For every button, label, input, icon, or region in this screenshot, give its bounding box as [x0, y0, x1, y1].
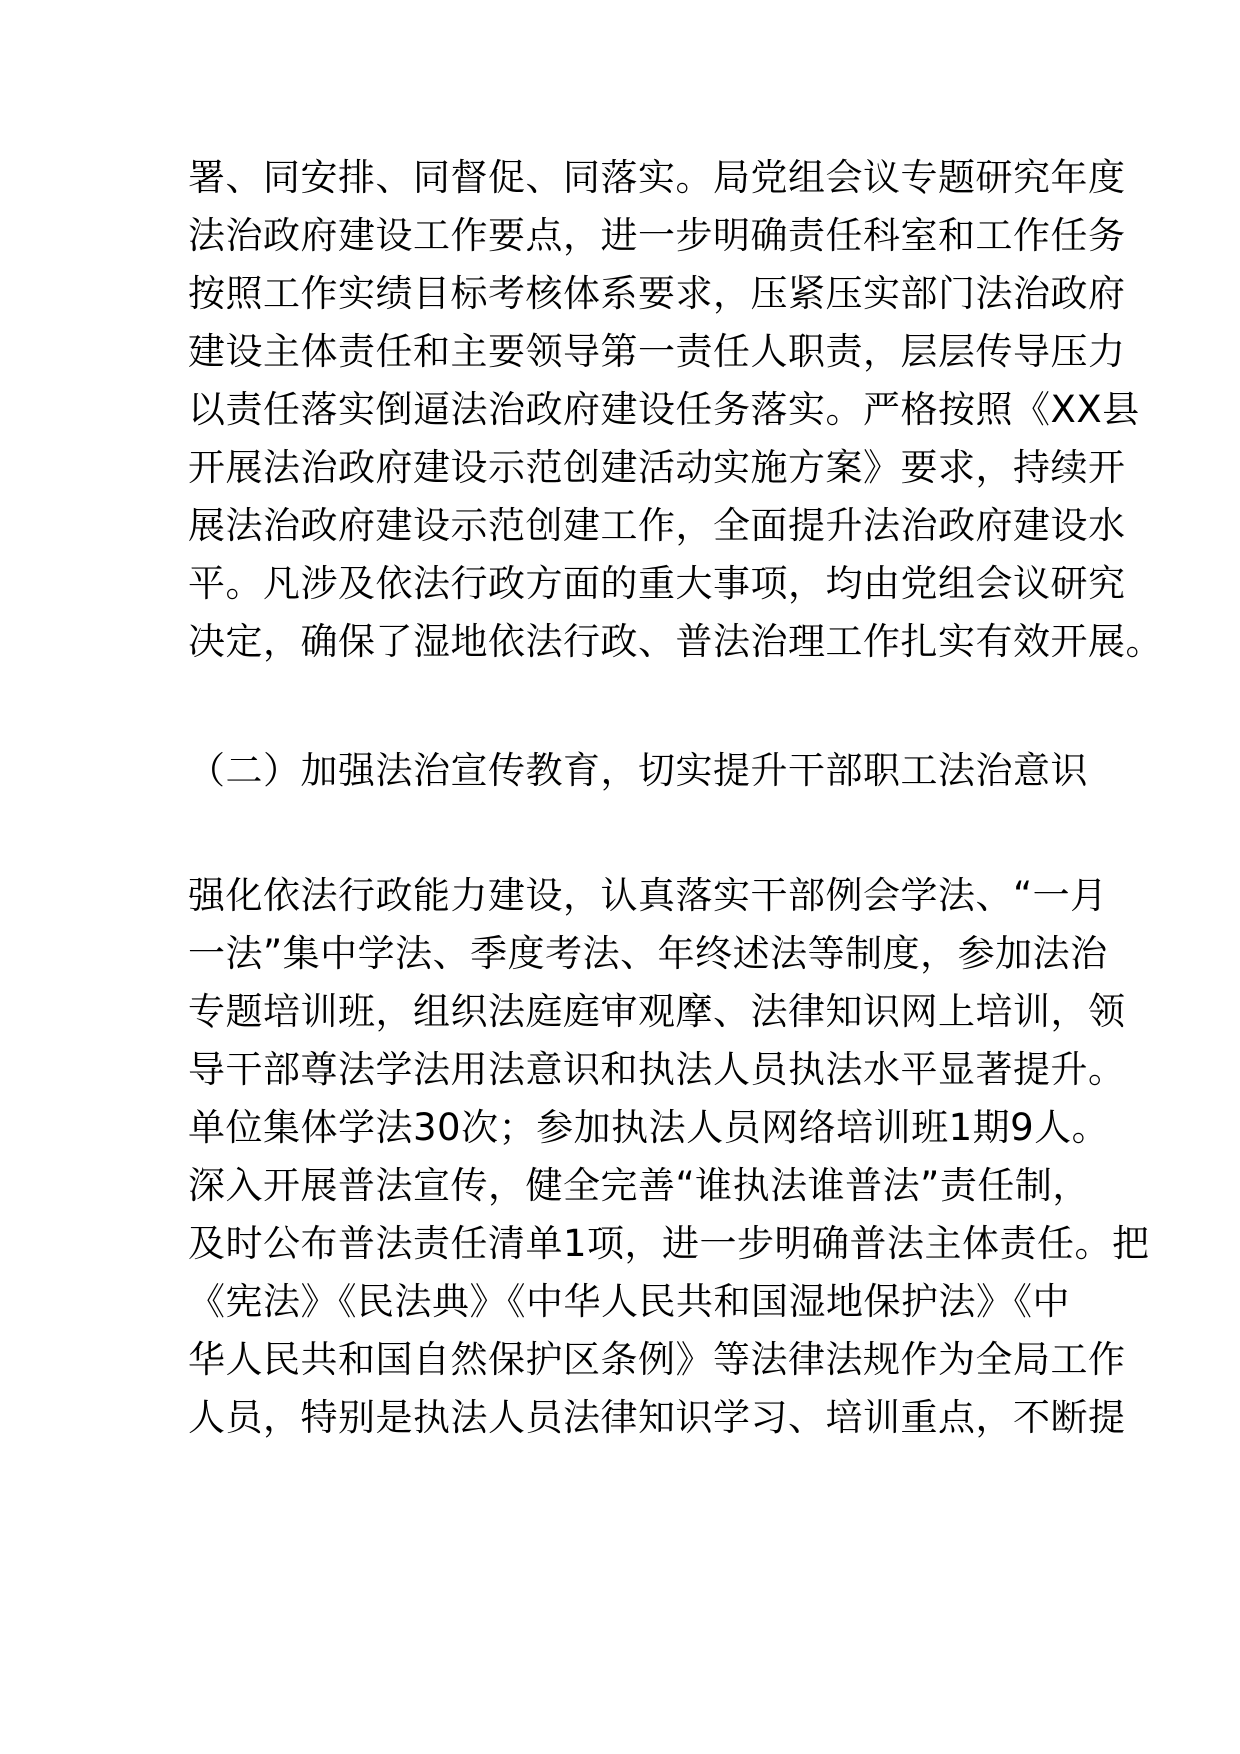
paragraph-2-line: 华人民共和国自然保护区条例》等法律法规作为全局工作 — [188, 1338, 1126, 1381]
section-heading: （二）加强法治宣传教育，切实提升干部职工法治意识 — [188, 749, 1088, 792]
paragraph-1-line: 决定，确保了湿地依法行政、普法治理工作扎实有效开展。 — [188, 620, 1163, 663]
paragraph-2-line: 导干部尊法学法用法意识和执法人员执法水平显著提升。 — [188, 1048, 1126, 1091]
paragraph-2-line: 单位集体学法30次；参加执法人员网络培训班1期9人。 — [188, 1106, 1110, 1149]
paragraph-1-line: 开展法治政府建设示范创建活动实施方案》要求，持续开 — [188, 446, 1126, 489]
paragraph-2-line: 专题培训班，组织法庭庭审观摩、法律知识网上培训，领 — [188, 990, 1126, 1033]
paragraph-2-line: 一法”集中学法、季度考法、年终述法等制度，参加法治 — [188, 932, 1108, 975]
paragraph-1-line: 按照工作实绩目标考核体系要求，压紧压实部门法治政府 — [188, 272, 1126, 315]
paragraph-1-line: 建设主体责任和主要领导第一责任人职责，层层传导压力 — [188, 330, 1126, 373]
paragraph-1-line: 平。凡涉及依法行政方面的重大事项，均由党组会议研究 — [188, 562, 1126, 605]
paragraph-2-line: 及时公布普法责任清单1项，进一步明确普法主体责任。把 — [188, 1222, 1150, 1265]
paragraph-2-line: 《宪法》《民法典》《中华人民共和国湿地保护法》《中 — [188, 1280, 1070, 1323]
paragraph-1-line: 展法治政府建设示范创建工作，全面提升法治政府建设水 — [188, 504, 1126, 547]
paragraph-1-line: 署、同安排、同督促、同落实。局党组会议专题研究年度 — [188, 156, 1126, 199]
paragraph-1-line: 以责任落实倒逼法治政府建设任务落实。严格按照《XX县 — [188, 388, 1140, 431]
paragraph-1-line: 法治政府建设工作要点，进一步明确责任科室和工作任务 — [188, 214, 1126, 257]
paragraph-2-line: 人员，特别是执法人员法律知识学习、培训重点，不断提 — [188, 1396, 1126, 1439]
paragraph-2-line: 深入开展普法宣传，健全完善“谁执法谁普法”责任制， — [188, 1164, 1090, 1207]
paragraph-2-line: 强化依法行政能力建设，认真落实干部例会学法、“一月 — [188, 874, 1108, 917]
